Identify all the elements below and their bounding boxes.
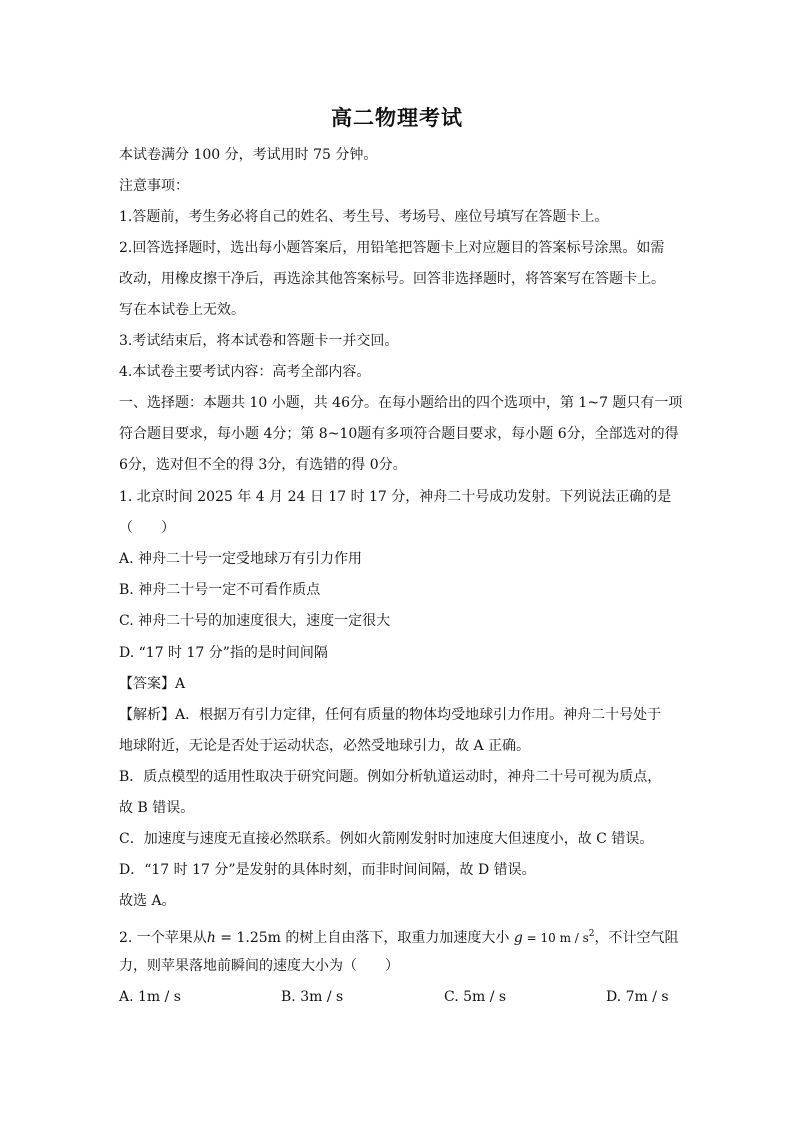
analysis-line: 故 B 错误。 [119,800,195,816]
section-instructions-line: 符合题目要求，每小题 4分；第 8~10题有多项符合题目要求，每小题 6分，全部选对的得 [119,426,679,442]
notice-line: 改动，用橡皮擦干净后，再选涂其他答案标号。回答非选择题时，将答案写在答题卡上。 [119,271,665,287]
analysis-line: D．“17 时 17 分”是发射的具体时刻，而非时间间隔，故 D 错误。 [119,862,536,878]
question-2-stem-line2: 力，则苹果落地前瞬间的速度大小为（ ） [119,958,399,974]
question-1-option-d: D. “17 时 17 分”指的是时间间隔 [119,645,328,661]
notice-line: 4.本试卷主要考试内容：高考全部内容。 [119,364,371,380]
analysis-line: 故选 A。 [119,893,176,909]
height-symbol: h [206,930,216,946]
page-title: 高二物理考试 [331,105,463,130]
question-1-option-a: A. 神舟二十号一定受地球万有引力作用 [119,551,363,567]
notice-line: 3.考试结束后，将本试卷和答题卡一并交回。 [119,333,399,349]
question-2-option-c: C. 5m / s [444,989,507,1005]
gravity-value: = 10 m / s [522,931,589,945]
height-value: = 1.25m [215,930,281,946]
exam-intro: 本试卷满分 100 分，考试用时 75 分钟。 [119,147,378,163]
question-1-option-c: C. 神舟二十号的加速度很大，速度一定很大 [119,613,391,629]
question-1-stem: 1. 北京时间 2025 年 4 月 24 日 17 时 17 分，神舟二十号成功发射。下列说法正确的是 [119,489,672,505]
analysis-line: 地球附近，无论是否处于运动状态，必然受地球引力，故 A 正确。 [119,738,531,754]
section-instructions-line: 6分，选对但不全的得 3分，有选错的得 0分。 [119,457,407,473]
notice-line: 1.答题前，考生务必将自己的姓名、考生号、考场号、座位号填写在答题卡上。 [119,209,609,225]
analysis-line: 【解析】A．根据万有引力定律，任何有质量的物体均受地球引力作用。神舟二十号处于 [119,707,662,723]
notice-line: 写在本试卷上无效。 [119,302,245,318]
analysis-line: B．质点模型的适用性取决于研究问题。例如分析轨道运动时，神舟二十号可视为质点， [119,769,662,785]
analysis-line: C．加速度与速度无直接必然联系。例如火箭刚发射时加速度大但速度小，故 C 错误。 [119,831,654,847]
gravity-exponent: 2 [588,929,595,939]
question-2-stem [119,924,679,948]
question-1-answer: 【答案】A [119,676,186,692]
question-1-option-b: B. 神舟二十号一定不可看作质点 [119,582,321,598]
question-1-stem-bracket: （ ） [119,520,175,536]
notice-line: 2.回答选择题时，选出每小题答案后，用铅笔把答题卡上对应题目的答案标号涂黑。如需 [119,240,665,256]
gravity-symbol: g [513,930,523,946]
question-2-stem-part: ，不计空气阻 [594,930,679,946]
question-2-option-d: D. 7m / s [606,989,669,1005]
question-2-option-b: B. 3m / s [281,989,344,1005]
notice-heading: 注意事项： [119,178,189,194]
question-2-stem-part: 2. 一个苹果从 [119,930,207,946]
question-2-stem-part: 的树上自由落下，取重力加速度大小 [280,930,514,946]
section-instructions-line: 一、选择题：本题共 10 小题，共 46分。在每小题给出的四个选项中，第 1~7 题只有一项 [119,395,683,411]
question-2-option-a: A. 1m / s [119,989,181,1005]
